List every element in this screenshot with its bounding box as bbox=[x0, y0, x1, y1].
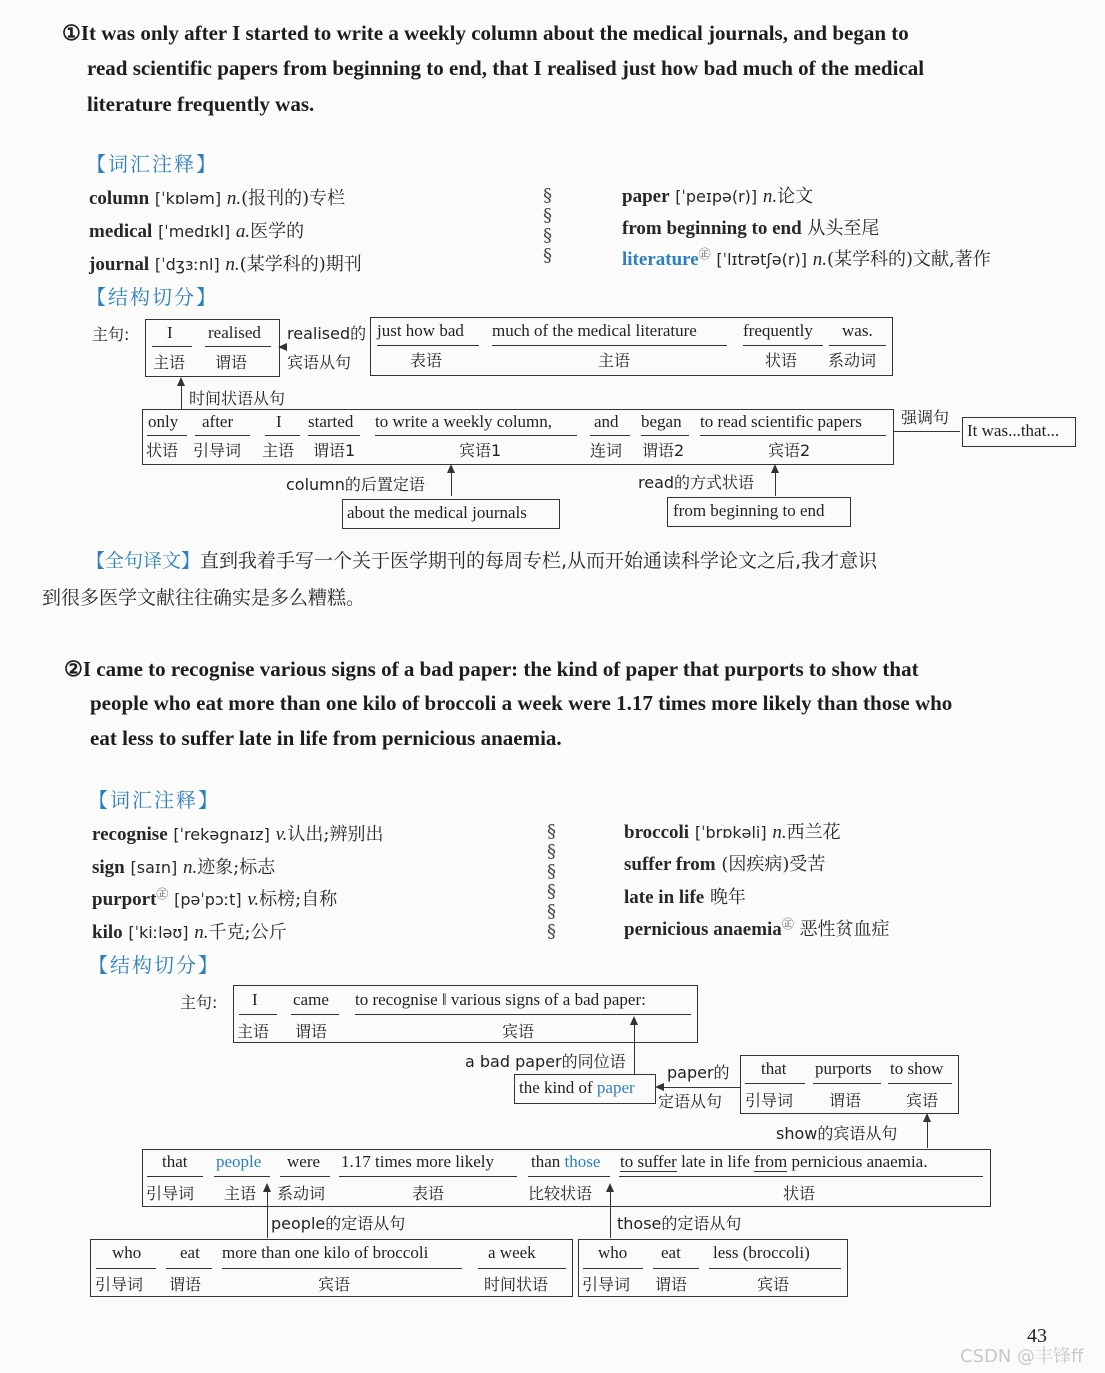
label-conjunction: 连词 bbox=[590, 441, 623, 460]
label-predicate: 谓语 bbox=[829, 1091, 862, 1110]
label-adverbial: 状语 bbox=[765, 351, 798, 370]
word-to-write: to write a weekly column, bbox=[375, 412, 553, 431]
manner-text: from beginning to end bbox=[673, 501, 825, 520]
sentence-1-line-1: ①It was only after I started to write a weekly column about the medical journals, and began to bbox=[62, 21, 909, 45]
vocab-item: literature㊣ [ˈlɪtrətʃə(r)] n.(某学科的)文献,著作 bbox=[622, 247, 991, 270]
label-object: 宾语 bbox=[502, 1022, 535, 1041]
label-predicative: 表语 bbox=[412, 1184, 445, 1203]
vocab-header-1: 【词汇注释】 bbox=[86, 152, 218, 176]
sentence-1-line-3: literature frequently was. bbox=[87, 92, 315, 116]
vocab-header-2: 【词汇注释】 bbox=[88, 788, 220, 812]
object-clause-label-2: 宾语从句 bbox=[287, 353, 352, 372]
label-predicative: 表语 bbox=[410, 351, 443, 370]
arrow-left-icon bbox=[278, 343, 287, 351]
translation-1: 【全句译文】直到我着手写一个关于医学期刊的每周专栏,从而开始通读科学论文之后,我才意识 bbox=[86, 550, 878, 572]
word-more-than: more than one kilo of broccoli bbox=[222, 1243, 429, 1262]
label-introducer: 引导词 bbox=[582, 1275, 631, 1294]
label-adverbial: 状语 bbox=[783, 1184, 816, 1203]
sentence-1-line-2: read scientific papers from beginning to end, that I realised just how bad much of the medical bbox=[87, 56, 925, 80]
rel-clause-label-1: paper的 bbox=[667, 1063, 730, 1082]
time-clause-label: 时间状语从句 bbox=[189, 389, 286, 408]
label-subject: 主语 bbox=[224, 1184, 257, 1203]
label-predicate: 谓语 bbox=[655, 1275, 688, 1294]
word-much-of: much of the medical literature bbox=[492, 321, 697, 340]
vocab-item: medical [ˈmedɪkl] a.医学的 bbox=[89, 221, 305, 242]
word-and: and bbox=[594, 412, 619, 431]
label-object: 宾语 bbox=[318, 1275, 351, 1294]
label-predicate: 谓语 bbox=[295, 1022, 328, 1041]
word-eat: eat bbox=[180, 1243, 200, 1262]
arrow-up-icon bbox=[177, 377, 185, 386]
word-to-recognise: to recognise ‖ various signs of a bad paper: bbox=[355, 990, 646, 1009]
emphasis-text: It was...that... bbox=[967, 421, 1060, 440]
word-only: only bbox=[148, 412, 179, 431]
arrow-up-icon bbox=[447, 464, 455, 473]
label-linking-verb: 系动词 bbox=[277, 1184, 326, 1203]
object-clause-label-1: realised的 bbox=[287, 324, 367, 343]
sentence-2-line-1: ②I came to recognise various signs of a bad paper: the kind of paper that purports to show that bbox=[64, 657, 919, 681]
word-that: that bbox=[761, 1059, 787, 1078]
word-after: after bbox=[202, 412, 234, 431]
sentence-2-line-2: people who eat more than one kilo of broccoli a week were 1.17 times more likely than those who bbox=[90, 691, 953, 715]
label-comparative: 比较状语 bbox=[528, 1184, 593, 1203]
word-realised: realised bbox=[208, 323, 261, 342]
label-object: 宾语 bbox=[906, 1091, 939, 1110]
vocab-item: late in life 晚年 bbox=[624, 887, 746, 908]
word-began: began bbox=[641, 412, 682, 431]
word-who: who bbox=[598, 1243, 628, 1262]
main-clause-label: 主句: bbox=[92, 325, 130, 344]
main-clause-label: 主句: bbox=[180, 993, 218, 1012]
label-introducer: 引导词 bbox=[146, 1184, 195, 1203]
label-predicate: 谓语 bbox=[215, 353, 248, 372]
people-rel-label: people的定语从句 bbox=[271, 1214, 406, 1233]
structure-header-1: 【结构切分】 bbox=[86, 285, 218, 309]
word-suffer-phrase: to suffer late in life from pernicious anaemia. bbox=[620, 1152, 928, 1171]
word-eat: eat bbox=[661, 1243, 681, 1262]
those-rel-label: those的定语从句 bbox=[617, 1214, 742, 1233]
vocab-item: journal [ˈdʒɜːnl] n.(某学科的)期刊 bbox=[89, 254, 362, 275]
word-just-how-bad: just how bad bbox=[377, 321, 464, 340]
translation-1-line-2: 到很多医学文献往往确实是多么糟糕。 bbox=[42, 587, 366, 609]
watermark: CSDN @丰锋ff bbox=[960, 1346, 1084, 1367]
word-frequently: frequently bbox=[743, 321, 813, 340]
label-predicate-2: 谓语2 bbox=[642, 441, 685, 460]
label-subject: 主语 bbox=[262, 441, 295, 460]
vocab-item: kilo [ˈkiːləʊ] n.千克;公斤 bbox=[92, 922, 287, 943]
label-subject: 主语 bbox=[237, 1022, 270, 1041]
label-introducer: 引导词 bbox=[95, 1275, 144, 1294]
label-predicate: 谓语 bbox=[169, 1275, 202, 1294]
word-to-read: to read scientific papers bbox=[700, 412, 862, 431]
label-object-2: 宾语2 bbox=[768, 441, 811, 460]
word-were: were bbox=[287, 1152, 321, 1171]
vocab-item: from beginning to end 从头至尾 bbox=[622, 218, 880, 239]
post-modifier-label: column的后置定语 bbox=[286, 475, 425, 494]
wavy-divider-icon: § § § § § § bbox=[547, 821, 556, 942]
arrow-up-icon bbox=[923, 1113, 931, 1122]
word-purports: purports bbox=[815, 1059, 872, 1078]
vocab-item: broccoli [ˈbrɒkəli] n.西兰花 bbox=[624, 822, 841, 843]
word-I: I bbox=[167, 323, 173, 342]
word-who: who bbox=[112, 1243, 142, 1262]
vocab-item: purport㊣ [pəˈpɔːt] v.标榜;自称 bbox=[92, 887, 338, 910]
appositive-text: the kind of paper bbox=[519, 1078, 635, 1097]
word-a-week: a week bbox=[488, 1243, 536, 1262]
word-was: was. bbox=[842, 321, 873, 340]
show-object-label: show的宾语从句 bbox=[776, 1124, 898, 1143]
label-introducer: 引导词 bbox=[745, 1091, 794, 1110]
label-time-adverbial: 时间状语 bbox=[484, 1275, 549, 1294]
label-adverbial: 状语 bbox=[146, 441, 179, 460]
word-than-those: than those bbox=[531, 1152, 601, 1171]
label-linking-verb: 系动词 bbox=[828, 351, 877, 370]
post-modifier-text: about the medical journals bbox=[347, 503, 527, 522]
label-subject: 主语 bbox=[153, 353, 186, 372]
word-times: 1.17 times more likely bbox=[341, 1152, 494, 1171]
word-to-show: to show bbox=[890, 1059, 944, 1078]
arrow-up-icon bbox=[771, 464, 779, 473]
page-number: 43 bbox=[1027, 1325, 1047, 1347]
vocab-item: pernicious anaemia㊣ 恶性贫血症 bbox=[624, 917, 890, 940]
word-that: that bbox=[162, 1152, 188, 1171]
label-subject: 主语 bbox=[598, 351, 631, 370]
wavy-divider-icon: § § § § bbox=[543, 185, 552, 266]
word-I: I bbox=[276, 412, 282, 431]
word-came: came bbox=[293, 990, 329, 1009]
sentence-2-line-3: eat less to suffer late in life from pernicious anaemia. bbox=[90, 726, 562, 750]
word-I: I bbox=[252, 990, 258, 1009]
arrow-left-icon bbox=[655, 1083, 664, 1091]
rel-clause-label-2: 定语从句 bbox=[658, 1092, 723, 1111]
arrow-up-icon bbox=[630, 1016, 638, 1025]
label-predicate-1: 谓语1 bbox=[313, 441, 356, 460]
appositive-label: a bad paper的同位语 bbox=[465, 1052, 626, 1071]
emphasis-label: 强调句 bbox=[901, 408, 950, 427]
word-people: people bbox=[216, 1152, 262, 1171]
manner-label: read的方式状语 bbox=[638, 473, 755, 492]
vocab-item: column [ˈkɒləm] n.(报刊的)专栏 bbox=[89, 188, 346, 209]
vocab-item: paper [ˈpeɪpə(r)] n.论文 bbox=[622, 186, 814, 207]
word-less: less (broccoli) bbox=[713, 1243, 810, 1262]
structure-header-2: 【结构切分】 bbox=[88, 953, 220, 977]
label-object-1: 宾语1 bbox=[459, 441, 502, 460]
vocab-item: sign [saɪn] n.迹象;标志 bbox=[92, 857, 276, 878]
vocab-item: suffer from (因疾病)受苦 bbox=[624, 854, 826, 875]
label-object: 宾语 bbox=[757, 1275, 790, 1294]
word-started: started bbox=[308, 412, 354, 431]
label-introducer: 引导词 bbox=[193, 441, 242, 460]
vocab-item: recognise [ˈrekəgnaɪz] v.认出;辨别出 bbox=[92, 824, 384, 845]
